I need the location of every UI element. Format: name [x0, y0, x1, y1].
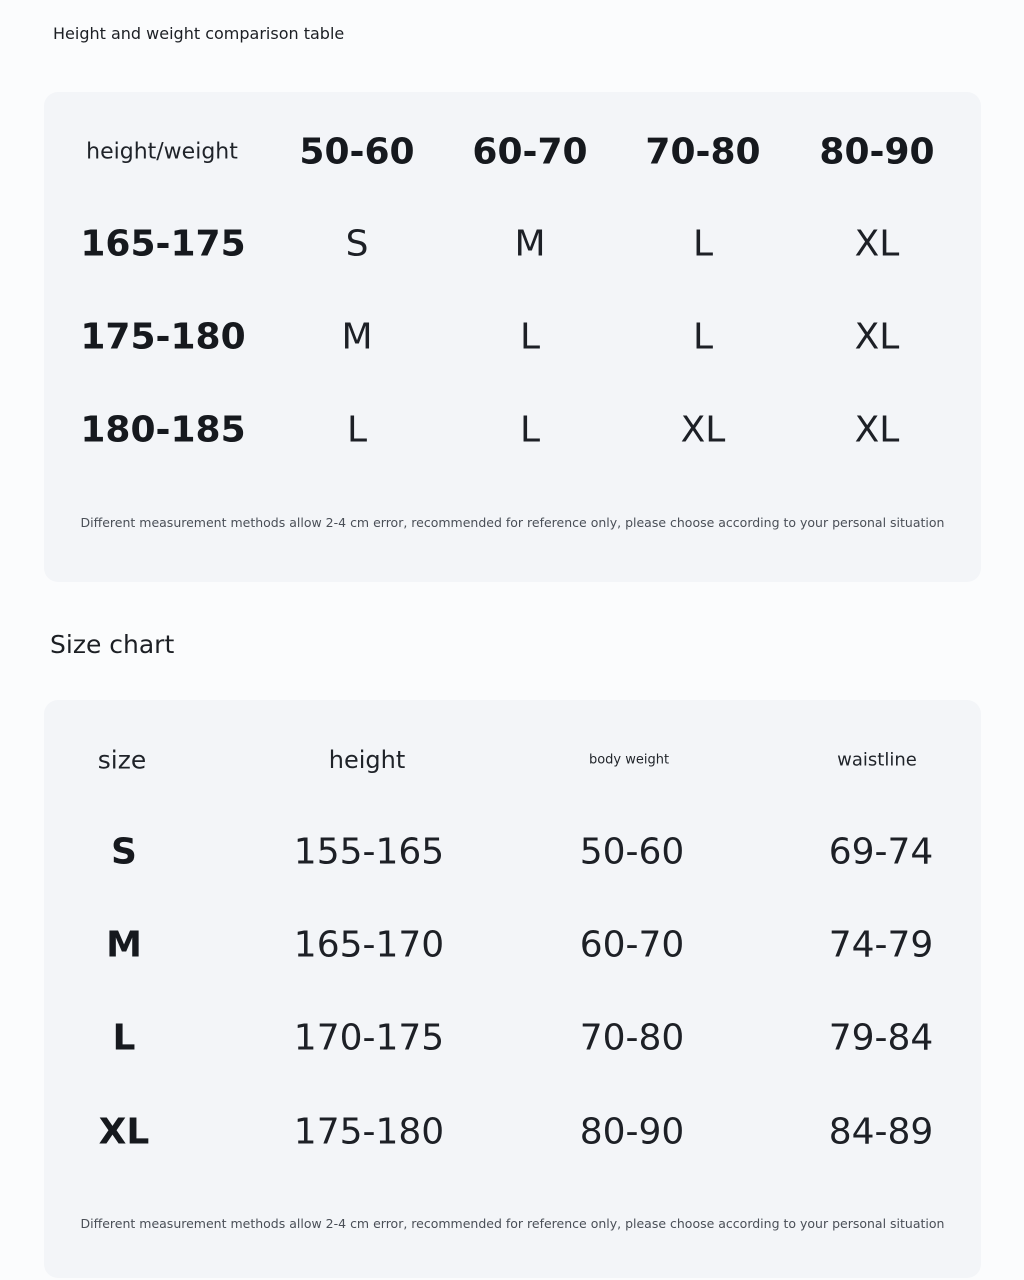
size-cell: M — [341, 316, 373, 358]
weight-cell: 60-70 — [579, 924, 685, 966]
height-cell: 175-180 — [293, 1111, 445, 1153]
weight-col-header: 60-70 — [472, 131, 588, 173]
size-cell: L — [519, 316, 541, 358]
weight-col-header: 70-80 — [645, 131, 761, 173]
size-cell: XL — [680, 409, 726, 451]
waist-cell: 79-84 — [828, 1017, 934, 1059]
weight-cell: 50-60 — [579, 831, 685, 873]
waist-col-header: waistline — [837, 749, 917, 771]
size-cell: L — [692, 223, 714, 265]
height-cell: 165-170 — [293, 924, 445, 966]
height-weight-table — [44, 92, 981, 582]
size-row-header: XL — [98, 1111, 150, 1153]
waist-cell: 69-74 — [828, 831, 934, 873]
size-cell: XL — [854, 409, 900, 451]
size-cell: L — [519, 409, 541, 451]
height-weight-title: Height and weight comparison table — [53, 24, 345, 43]
size-chart-title: Size chart — [50, 630, 175, 659]
height-col-header: height — [328, 746, 406, 774]
size-row-header: L — [112, 1017, 136, 1059]
size-cell: XL — [854, 223, 900, 265]
size-cell: L — [692, 316, 714, 358]
weight-col-header: 50-60 — [299, 131, 415, 173]
measurement-note: Different measurement methods allow 2-4 cm error, recommended for reference only, please choose according to your personal situation — [80, 515, 945, 530]
measurement-note: Different measurement methods allow 2-4 cm error, recommended for reference only, please choose according to your personal situation — [80, 1216, 945, 1231]
waist-cell: 74-79 — [828, 924, 934, 966]
weight-col-header: 80-90 — [819, 131, 935, 173]
height-row-header: 175-180 — [80, 316, 246, 358]
height-row-header: 165-175 — [80, 223, 246, 265]
height-row-header: 180-185 — [80, 409, 246, 451]
weight-cell: 80-90 — [579, 1111, 685, 1153]
size-cell: L — [346, 409, 368, 451]
height-cell: 170-175 — [293, 1017, 445, 1059]
height-cell: 155-165 — [293, 831, 445, 873]
weight-col-header: body weight — [588, 752, 670, 768]
size-chart-table — [44, 700, 981, 1278]
size-cell: M — [514, 223, 546, 265]
corner-label: height/weight — [86, 139, 238, 165]
size-cell: S — [345, 223, 369, 265]
waist-cell: 84-89 — [828, 1111, 934, 1153]
size-cell: XL — [854, 316, 900, 358]
size-row-header: S — [111, 831, 137, 873]
size-row-header: M — [106, 924, 142, 966]
weight-cell: 70-80 — [579, 1017, 685, 1059]
size-col-header: size — [97, 745, 147, 775]
